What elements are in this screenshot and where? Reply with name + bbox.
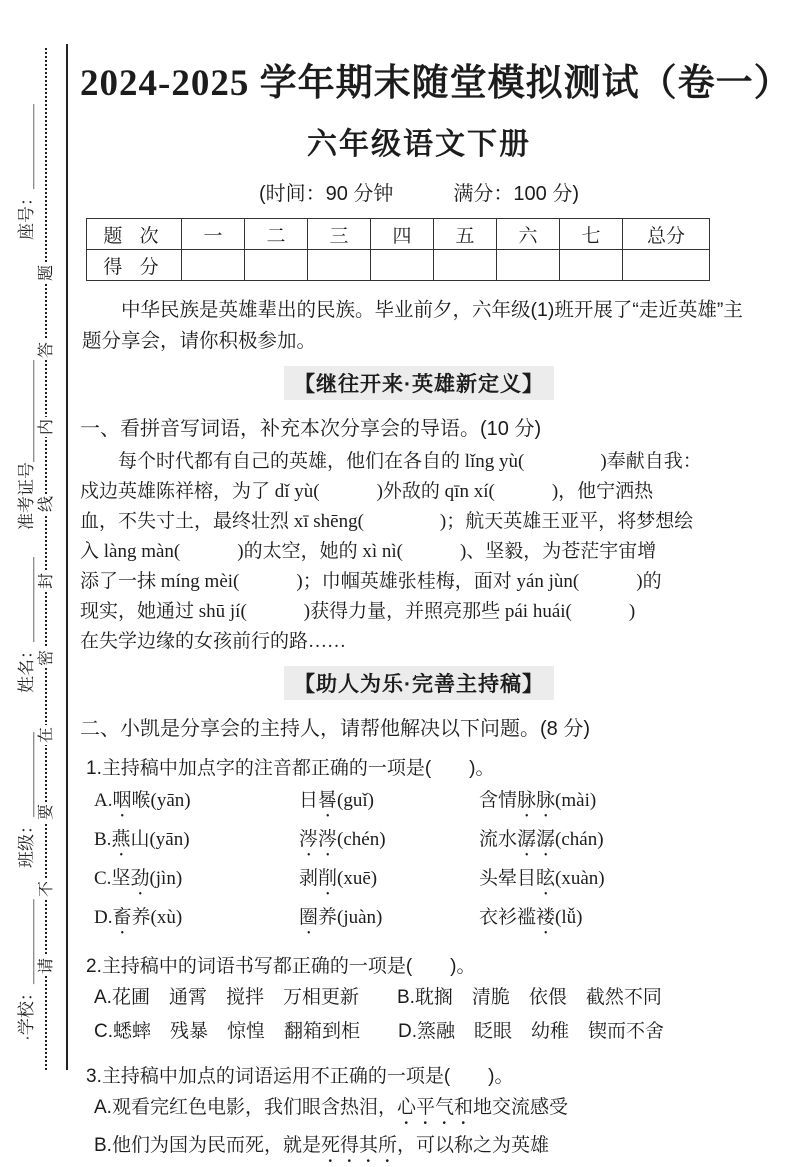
seal-char: 线	[38, 496, 55, 513]
score-empty-cell	[371, 250, 434, 281]
option-line: A.花圃 通霄 搅拌 万相更新 B.耽搁 清脆 依偎 截然不同	[94, 987, 662, 1008]
question2-stem: 2.主持稿中的词语书写都正确的一项是( )。	[86, 956, 476, 977]
score-empty-cell	[182, 250, 245, 281]
option-cell: 涔涔(chén)	[299, 829, 386, 850]
option-cell: D.畜养(xù)	[94, 907, 183, 928]
question3-options	[94, 1091, 758, 1167]
passage-line: 在失学边缘的女孩前行的路……	[80, 631, 347, 652]
score-header-cell: 六	[497, 219, 560, 250]
option-cell: 流水潺潺(chán)	[479, 829, 604, 850]
seal-char: 密	[38, 650, 55, 667]
question1-options	[94, 783, 758, 939]
section2-banner: 【助人为乐·完善主持稿】	[284, 666, 554, 700]
intro-paragraph: 中华民族是英雄辈出的民族。毕业前夕，六年级(1)班开展了“走近英雄”主题分享会，请你积极参加。	[82, 299, 743, 352]
section1-banner: 【继往开来·英雄新定义】	[284, 366, 554, 400]
option-cell: A.咽喉(yān)	[94, 790, 191, 811]
name-field: 姓名：＿＿＿＿＿	[17, 557, 36, 693]
question2-options	[94, 981, 758, 1049]
passage-line: 入 làng màn( )的太空，她的 xì nì( )、坚毅，为苍茫宇宙增	[80, 541, 657, 562]
passage-line: 戍边英雄陈祥榕，为了 dǐ yù( )外敌的 qīn xí( )，他宁洒热	[80, 481, 654, 502]
score-empty-cell	[560, 250, 623, 281]
seat-number-field: 座号：＿＿＿＿＿	[17, 104, 36, 240]
option-cell: 圈养(juàn)	[299, 907, 383, 928]
seal-solid-line	[66, 44, 68, 1070]
score-empty-cell	[308, 250, 371, 281]
score-table-header-row	[87, 219, 710, 250]
score-header-cell: 总分	[623, 219, 710, 250]
passage-line: 每个时代都有自己的英雄，他们在各自的 lǐng yù( )奉献自我：	[118, 451, 702, 472]
question1-stem: 1.主持稿中加点字的注音都正确的一项是( )。	[86, 758, 495, 779]
question3-stem: 3.主持稿中加点的词语运用不正确的一项是( )。	[86, 1066, 514, 1087]
option-line: A.观看完红色电影，我们眼含热泪，心平气和地交流感受	[94, 1097, 568, 1118]
passage-line: 添了一抹 míng mèi( )；巾帼英雄张桂梅，面对 yán jùn( )的	[80, 571, 662, 592]
seal-char: 封	[38, 573, 55, 590]
option-cell: 头晕目眩(xuàn)	[479, 868, 605, 889]
score-row-label: 得 分	[87, 250, 182, 281]
seal-char: 题	[38, 265, 55, 282]
option-cell: 含情脉脉(mài)	[479, 790, 597, 811]
seal-dotted-line	[45, 48, 47, 1070]
option-line: C.蟋蟀 残暴 惊惶 翻箱到柜 D.篜融 眨眼 幼稚 锲而不舍	[94, 1021, 665, 1042]
time-score-meta: (时间：90 分钟 满分：100 分)	[258, 183, 580, 205]
score-header-cell: 一	[182, 219, 245, 250]
seal-char: 内	[38, 419, 55, 436]
paper-subtitle: 六年级语文下册	[307, 128, 531, 161]
seal-char: 在	[38, 727, 55, 744]
paper-title: 2024-2025 学年期末随堂模拟测试（卷一）	[80, 63, 792, 104]
score-empty-cell	[434, 250, 497, 281]
score-table-score-row	[87, 250, 710, 281]
score-header-cell: 二	[245, 219, 308, 250]
passage-line: 现实，她通过 shū jí( )获得力量，并照亮那些 pái huái( )	[80, 601, 636, 622]
section1-heading: 一、看拼音写词语，补充本次分享会的导语。(10 分)	[80, 418, 542, 440]
score-header-cell: 四	[371, 219, 434, 250]
score-header-cell: 三	[308, 219, 371, 250]
class-field: 班级：＿＿＿＿＿	[17, 732, 36, 868]
option-cell: 衣衫褴褛(lǚ)	[479, 907, 583, 928]
score-header-cell: 题 次	[87, 219, 182, 250]
score-empty-cell	[497, 250, 560, 281]
section2-heading: 二、小凯是分享会的主持人，请帮他解决以下问题。(8 分)	[80, 718, 590, 740]
seal-char: 请	[38, 958, 55, 975]
passage-line: 血，不失寸土，最终壮烈 xī shēng( )；航天英雄王亚平，将梦想绘	[80, 511, 694, 532]
option-cell: B.燕山(yān)	[94, 829, 190, 850]
paper-content	[80, 40, 792, 1167]
seal-char: 要	[38, 804, 55, 821]
pinyin-passage	[80, 447, 758, 657]
score-header-cell: 五	[434, 219, 497, 250]
school-field: ·学校：＿＿＿＿＿	[17, 899, 36, 1041]
option-cell: C.坚劲(jìn)	[94, 868, 183, 889]
seal-char: 答	[38, 342, 55, 359]
seal-char: 不	[38, 881, 55, 898]
score-empty-cell	[623, 250, 710, 281]
score-empty-cell	[245, 250, 308, 281]
option-cell: 剥削(xuē)	[299, 868, 378, 889]
exam-number-field: 准考证号＿＿＿＿＿＿	[17, 360, 36, 530]
option-cell: 日晷(guǐ)	[299, 790, 374, 811]
score-table	[86, 218, 710, 281]
option-line: B.他们为国为民而死，就是死得其所，可以称之为英雄	[94, 1135, 549, 1156]
score-header-cell: 七	[560, 219, 623, 250]
